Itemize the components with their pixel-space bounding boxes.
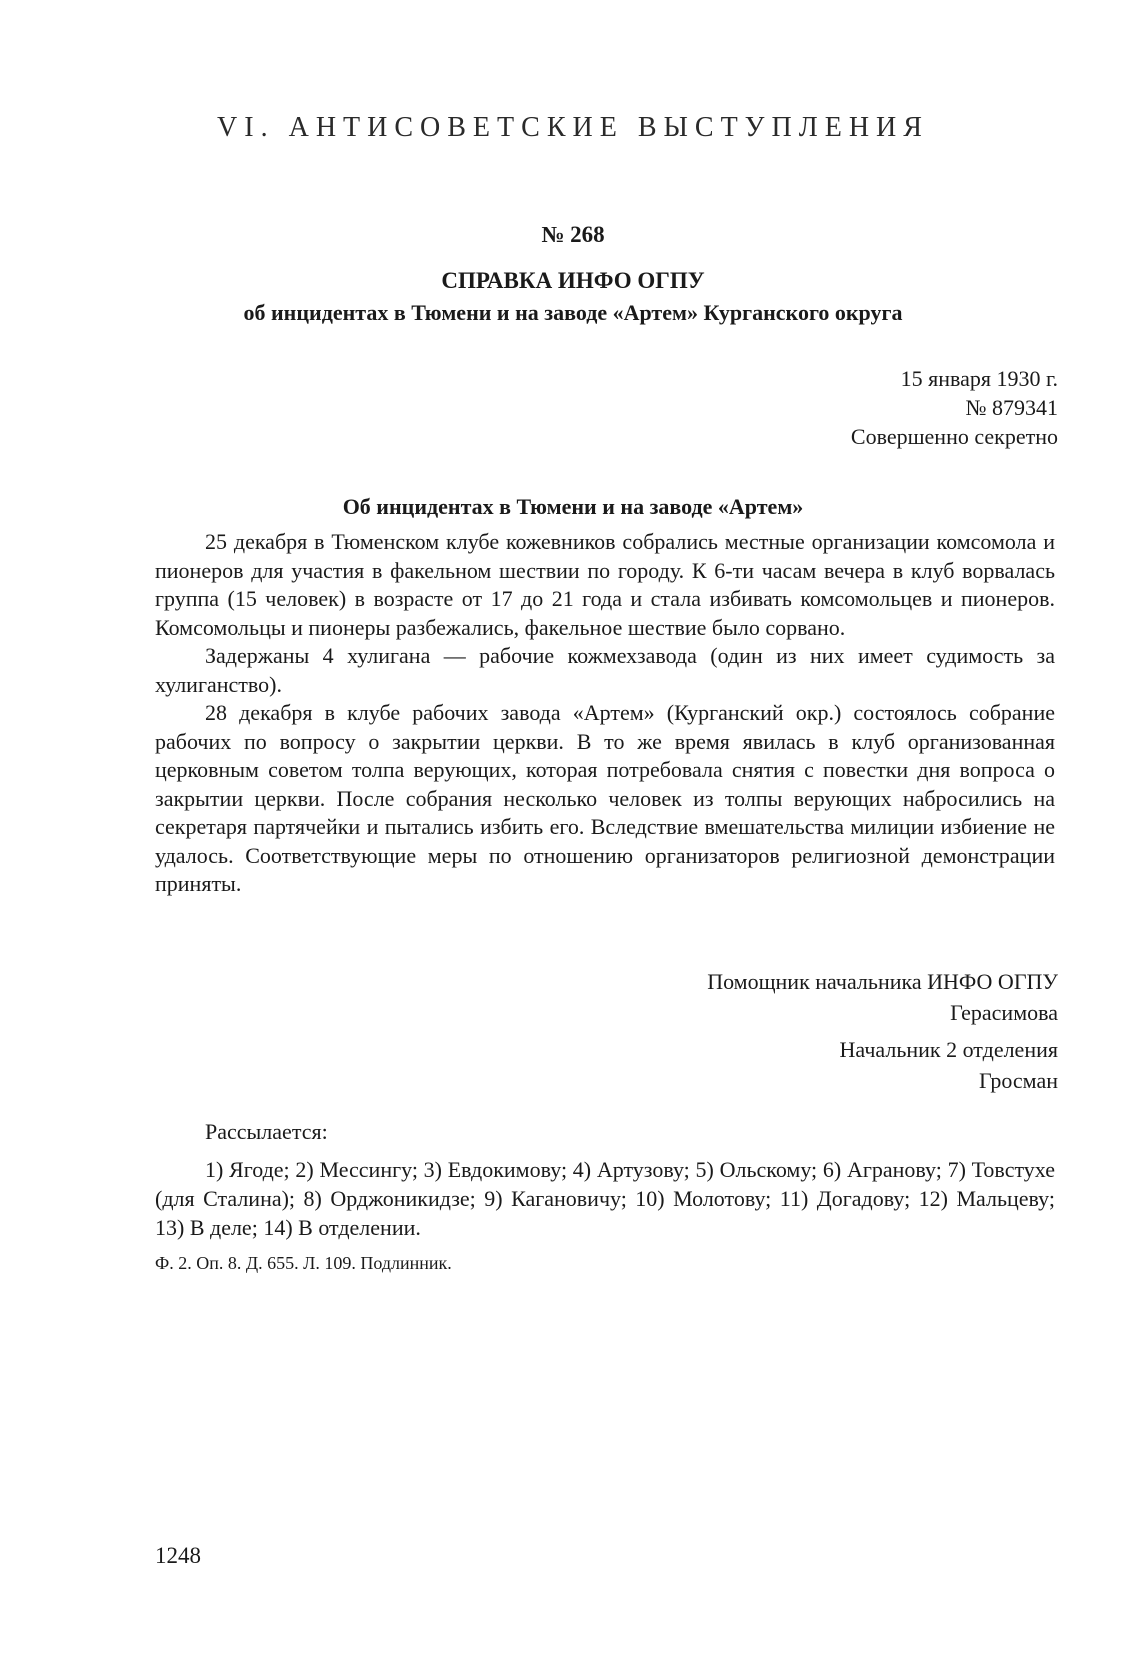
section-heading: Об инцидентах в Тюмени и на заводе «Артем» <box>342 494 804 519</box>
document-classification: Совершенно секретно <box>850 424 1058 449</box>
distribution-list: 1) Ягоде; 2) Мессингу; 3) Евдокимову; 4) Артузову; 5) Ольскому; 6) Агранову; 7) Товстухе (для Сталина); 8) Орджоникидзе; 9) Кагановичу; 10) Молотову; 11) Догадову; 12) Мальцеву; 13) В деле; 14) В отделении. <box>155 1157 1055 1240</box>
distribution-label: Рассылается: <box>205 1119 328 1144</box>
archive-source-note: Ф. 2. Оп. 8. Д. 655. Л. 109. Подлинник. <box>155 1253 452 1273</box>
paragraph: 25 декабря в Тюменском клубе кожевников собрались местные организации комсомола и пионеров для участия в факельном шествии по городу. К 6-ти часам вечера в клуб ворвалась группа (15 человек) в возрасте от 17 до 21 года и стала избивать комсомольцев и пионеров. Комсомольцы и пионеры разбежались, факельное шествие было сорвано. <box>155 529 1055 640</box>
signature-position: Начальник 2 отделения <box>839 1037 1058 1062</box>
paragraph: 28 декабря в клубе рабочих завода «Артем» (Курганский окр.) состоялось собрание рабочих по вопросу о закрытии церкви. В то же время явилась в клуб организованная церковным советом толпа верующих, которая потребовала снятия с повестки дня вопроса о закрытии церкви. После собрания несколько человек из толпы верующих набросились на секретаря партячейки и пытались избить его. Вследствие вмешательства милиции избиение не удалось. Соответствующие меры по отношению организаторов религиозной демонстрации приняты. <box>155 700 1055 896</box>
document-number: № 268 <box>541 222 605 247</box>
page-number: 1248 <box>155 1543 201 1568</box>
signatures-block <box>707 966 1058 1096</box>
signature-name: Герасимова <box>950 1000 1058 1025</box>
document-reg-number: № 879341 <box>965 395 1058 420</box>
document-subtitle: об инцидентах в Тюмени и на заводе «Артем» Курганского округа <box>243 300 903 325</box>
signature-position: Помощник начальника ИНФО ОГПУ <box>707 969 1058 994</box>
body-text <box>155 528 1055 899</box>
document-date: 15 января 1930 г. <box>900 366 1058 391</box>
paragraph: Задержаны 4 хулигана — рабочие кожмехзавода (один из них имеет судимость за хулиганство). <box>155 643 1055 697</box>
document-title: СПРАВКА ИНФО ОГПУ <box>441 268 705 293</box>
chapter-header: VI. АНТИСОВЕТСКИЕ ВЫСТУПЛЕНИЯ <box>217 112 929 143</box>
signature-name: Гросман <box>979 1068 1058 1093</box>
document-meta <box>851 364 1058 451</box>
